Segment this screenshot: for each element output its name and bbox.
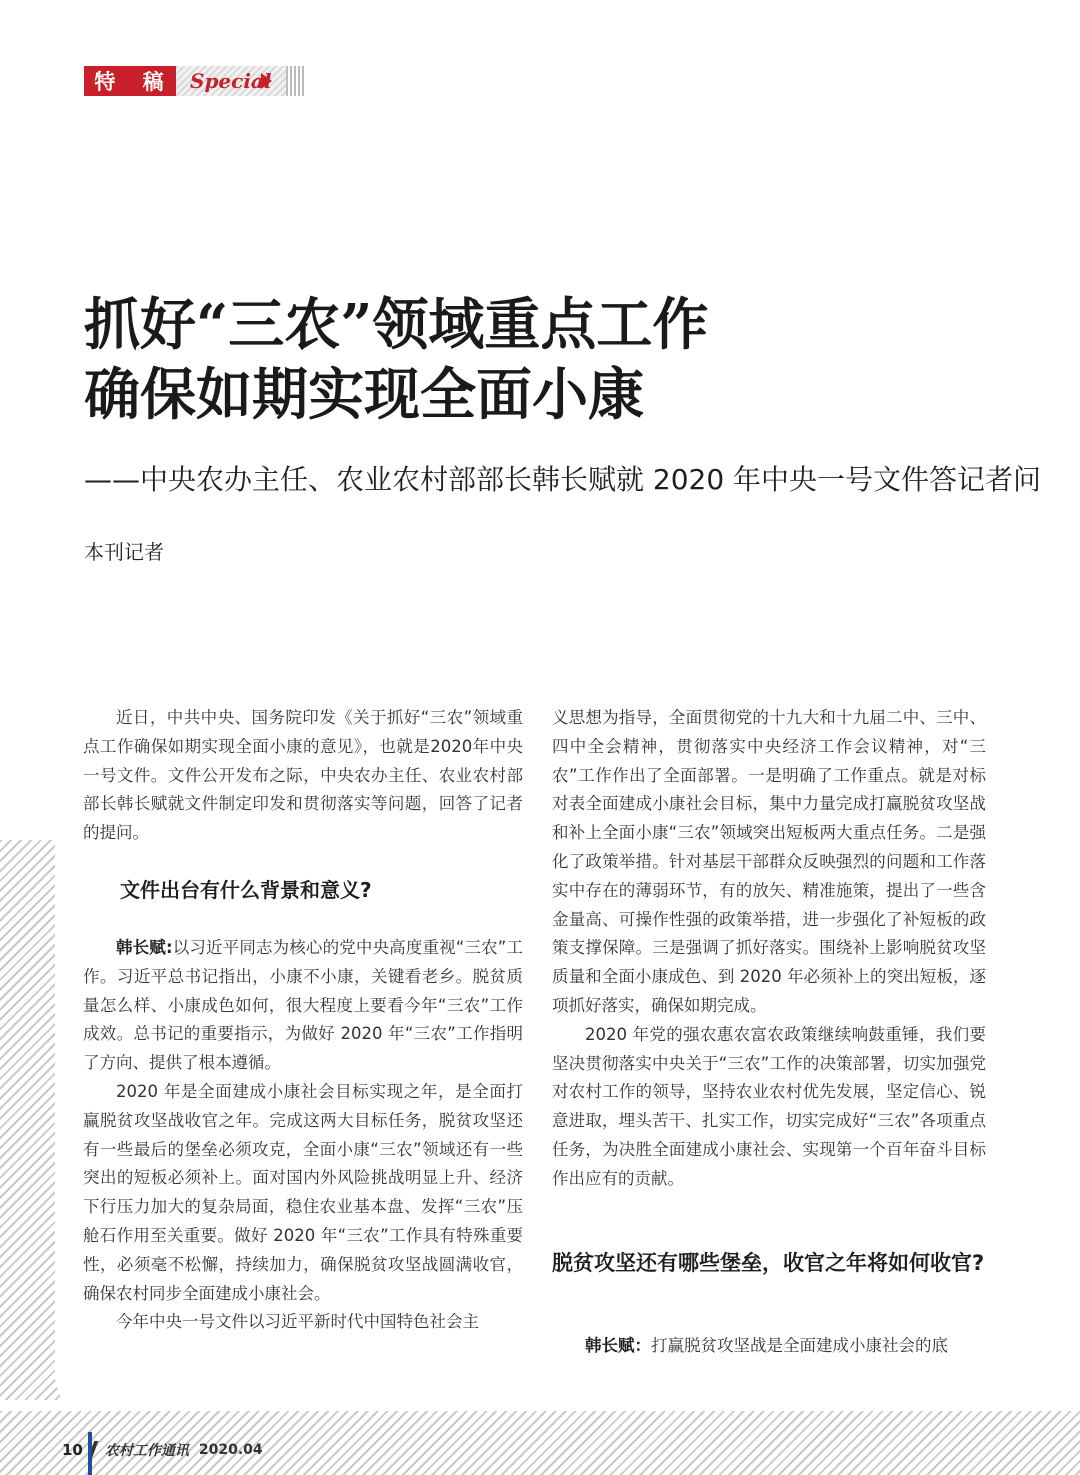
- section-label-en: [176, 66, 286, 96]
- page-number: 10: [62, 1441, 83, 1459]
- answer2-paragraph: [552, 1332, 986, 1361]
- footer-blue-bar: [88, 1432, 92, 1475]
- section-tag-tail: [286, 66, 304, 96]
- article-byline: 本刊记者: [84, 540, 164, 564]
- intro-paragraph: 近日，中共中央、国务院印发《关于抓好“三农”领域重点工作确保如期实现全面小康的意见》，也就是2020年中央一号文件。文件公开发布之际，中央农办主任、农业农村部部长韩长赋就文件制定印发和贯彻落实等问题，回答了记者的提问。: [83, 708, 523, 843]
- answer1-paragraph-2: 2020 年是全面建成小康社会目标实现之年，是全面打赢脱贫攻坚战收官之年。完成这两大目标任务，脱贫攻坚还有一些最后的堡垒必须攻克，全面小康“三农”领域还有一些突出的短板必须补上。面对国内外风险挑战明显上升、经济下行压力加大的复杂局面，稳住农业基本盘、发挥“三农”压舱石作用至关重要。做好 2020 年“三农”工作具有特殊重要性，必须毫不松懈，持续加力，确保脱贫攻坚战圆满收官，确保农村同步全面建成小康社会。: [83, 1081, 523, 1303]
- speaker-label-2: 韩长赋：: [585, 1336, 651, 1355]
- magazine-name: 农村工作通讯: [104, 1443, 189, 1459]
- section-tag: [84, 66, 304, 96]
- right-column: [552, 704, 986, 1194]
- answer2-block: [552, 1332, 986, 1361]
- article-subtitle: ——中央农办主任、农业农村部部长韩长赋就 2020 年中央一号文件答记者问: [84, 463, 1042, 496]
- answer1-paragraph-3: 今年中央一号文件以习近平新时代中国特色社会主: [116, 1312, 479, 1332]
- answer1-text: 以习近平同志为核心的党中央高度重视“三农”工作。习近平总书记指出，小康不小康，关键看老乡。脱贫质量怎么样、小康成色如何，很大程度上要看今年“三农”工作成效。总书记的重要指示，为做好 2020 年“三农”工作指明了方向、提供了根本遵循。: [83, 937, 523, 1073]
- question-heading-2: 脱贫攻坚还有哪些堡垒，收官之年将如何收官?: [552, 1251, 985, 1275]
- page-footer: [62, 1440, 263, 1460]
- right-paragraph-1: 义思想为指导，全面贯彻党的十九大和十九届二中、三中、四中全会精神，贯彻落实中央经济工作会议精神，对“三农”工作作出了全面部署。一是明确了工作重点。就是对标对表全面建成小康社会目标，集中力量完成打赢脱贫攻坚战和补上全面小康“三农”领域突出短板两大重点任务。二是强化了政策举措。针对基层干部群众反映强烈的问题和工作落实中存在的薄弱环节，有的放矢、精准施策，提出了一些含金量高、可操作性强的政策举措，进一步强化了补短板的政策支撑保障。三是强调了抓好落实。围绕补上影响脱贫攻坚质量和全面小康成色、到 2020 年必须补上的突出短板，逐项抓好落实，确保如期完成。: [552, 708, 986, 1015]
- section-label-en-text: Special: [190, 69, 272, 93]
- page-top-curve: [580, 0, 1080, 40]
- article-title: [84, 290, 708, 430]
- section-label-cn: 特 稿: [84, 66, 176, 96]
- right-paragraph-2: 2020 年党的强农惠农富农政策继续响鼓重锤，我们要坚决贯彻落实中央关于“三农”工作的决策部署，切实加强党对农村工作的领导，坚持农业农村优先发展，坚定信心、锐意进取，埋头苦干、扎实工作，切实完成好“三农”各项重点任务，为决胜全面建成小康社会、实现第一个百年奋斗目标作出应有的贡献。: [552, 1024, 986, 1188]
- answer1-paragraph-1: [83, 934, 523, 1078]
- left-column: [83, 704, 523, 1337]
- title-line-2: 确保如期实现全面小康: [84, 362, 644, 428]
- title-line-1: 抓好“三农”领域重点工作: [84, 292, 709, 358]
- decorative-stripes-left: [0, 840, 60, 1400]
- triangle-arrow-icon: [261, 73, 272, 89]
- issue-number: 2020.04: [198, 1442, 263, 1458]
- question-heading-1: 文件出台有什么背景和意义?: [120, 878, 372, 902]
- speaker-label: 韩长赋:: [116, 937, 173, 957]
- answer2-text: 打赢脱贫攻坚战是全面建成小康社会的底: [651, 1336, 948, 1355]
